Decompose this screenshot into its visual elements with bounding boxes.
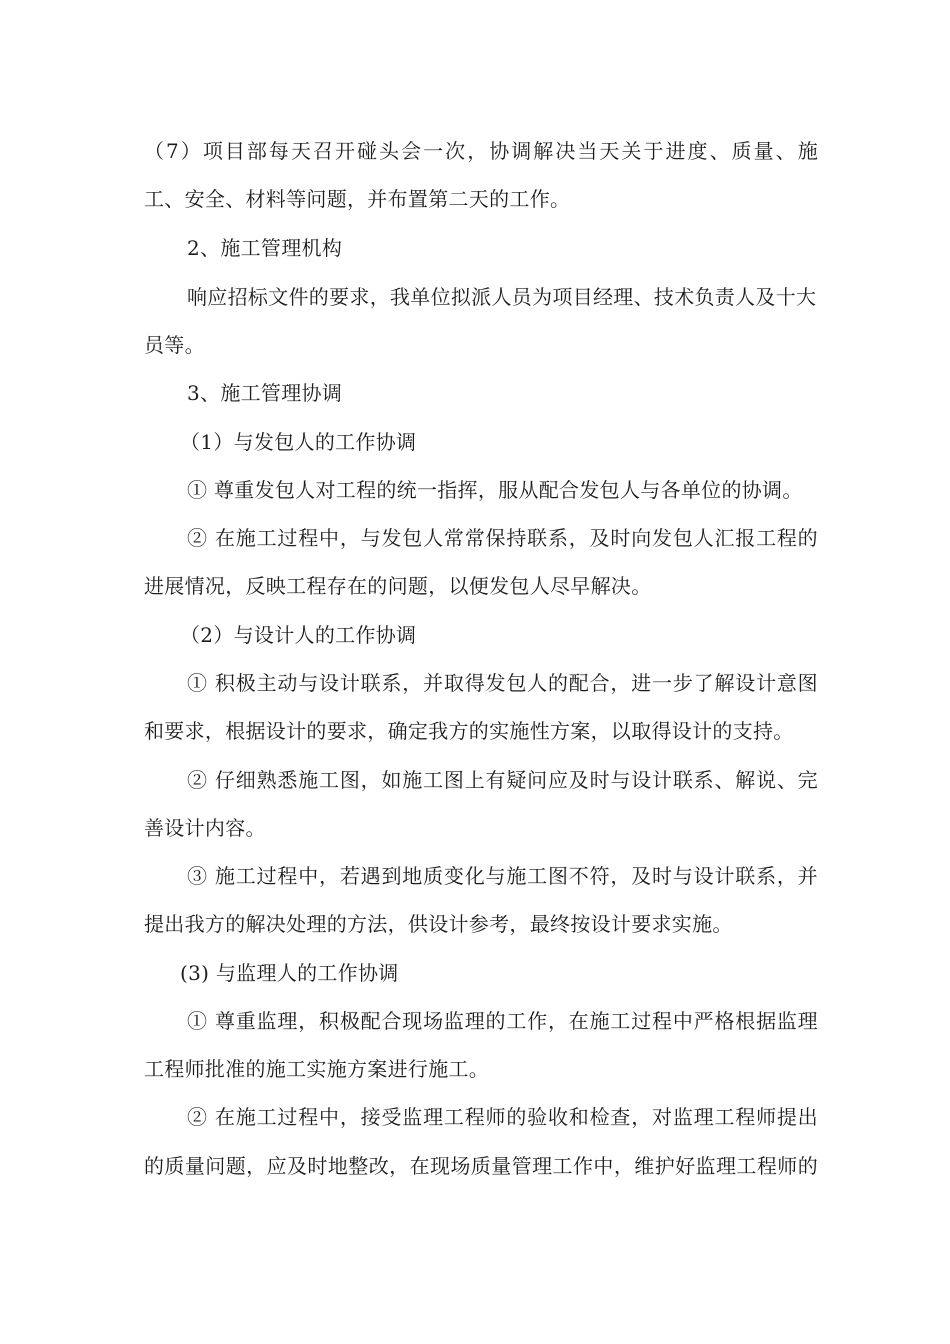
subsection-heading: (3) 与监理人的工作协调 (180, 961, 399, 985)
paragraph-line: ① 积极主动与设计联系，并取得发包人的配合，进一步了解设计意图 (187, 671, 818, 695)
subsection-heading: （1）与发包人的工作协调 (180, 430, 417, 454)
paragraph-line: 响应招标文件的要求，我单位拟派人员为项目经理、技术负责人及十大 (187, 285, 817, 309)
paragraph-line: 和要求，根据设计的要求，确定我方的实施性方案，以取得设计的支持。 (144, 719, 794, 743)
paragraph-line: ① 尊重发包人对工程的统一指挥，服从配合发包人与各单位的协调。 (187, 478, 803, 502)
paragraph-line: 员等。 (144, 333, 205, 357)
paragraph-line: ② 在施工过程中，与发包人常常保持联系，及时向发包人汇报工程的 (187, 526, 818, 550)
paragraph-line: ② 仔细熟悉施工图，如施工图上有疑问应及时与设计联系、解说、完 (187, 768, 818, 792)
paragraph-line: 工程师批准的施工实施方案进行施工。 (144, 1057, 490, 1081)
paragraph-line: 工、安全、材料等问题，并布置第二天的工作。 (144, 187, 571, 211)
paragraph-line: 善设计内容。 (144, 816, 266, 840)
paragraph-line: 的质量问题，应及时地整改，在现场质量管理工作中，维护好监理工程师的 (144, 1154, 818, 1178)
section-heading: 2、施工管理机构 (187, 236, 343, 260)
paragraph-line: ② 在施工过程中，接受监理工程师的验收和检查，对监理工程师提出 (187, 1105, 818, 1129)
paragraph-line: ③ 施工过程中，若遇到地质变化与施工图不符，及时与设计联系，并 (187, 864, 818, 888)
subsection-heading: （2）与设计人的工作协调 (180, 623, 417, 647)
paragraph-line: ① 尊重监理，积极配合现场监理的工作，在施工过程中严格根据监理 (187, 1009, 818, 1033)
section-heading: 3、施工管理协调 (187, 381, 343, 405)
paragraph-line: 进展情况，反映工程存在的问题，以便发包人尽早解决。 (144, 574, 652, 598)
paragraph-line: （7）项目部每天召开碰头会一次，协调解决当天关于进度、质量、施 (144, 139, 818, 163)
paragraph-line: 提出我方的解决处理的方法，供设计参考，最终按设计要求实施。 (144, 912, 733, 936)
